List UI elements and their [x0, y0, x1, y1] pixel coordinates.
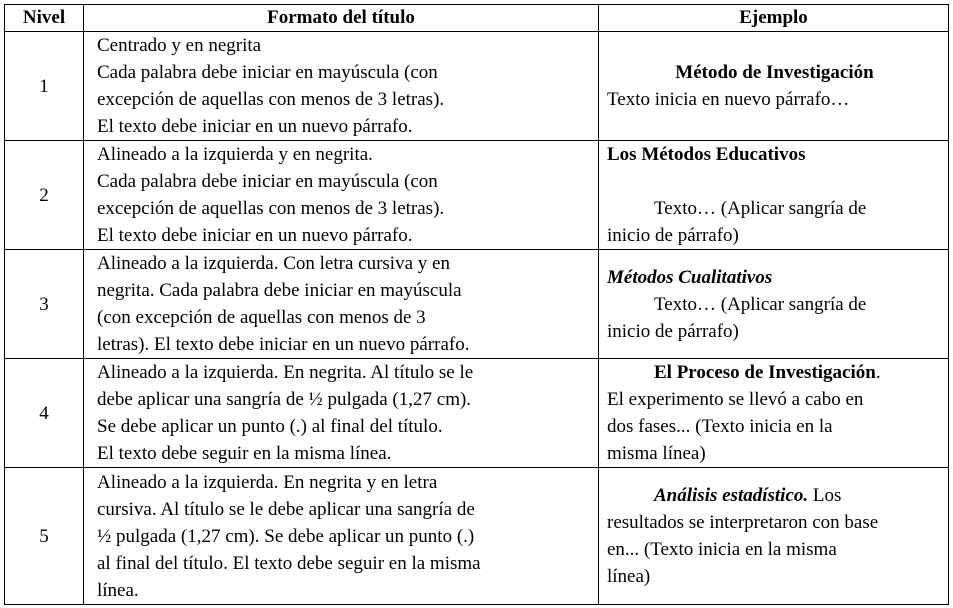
- format-cell: [84, 250, 599, 359]
- format-line: negrita. Cada palabra debe iniciar en mayúscula: [97, 280, 462, 301]
- example-text: inicio de párrafo): [607, 225, 739, 246]
- example-text: Texto inicia en nuevo párrafo…: [607, 89, 850, 110]
- example-text: resultados se interpretaron con base: [607, 512, 879, 533]
- format-line: Centrado y en negrita: [97, 35, 262, 56]
- format-cell: [84, 359, 599, 468]
- example-heading: Métodos Cualitativos: [607, 267, 773, 288]
- level-cell: 2: [5, 141, 84, 250]
- header-level: Nivel: [5, 5, 84, 32]
- format-cell: [84, 468, 599, 605]
- format-line: línea.: [97, 579, 139, 601]
- table-row: [5, 468, 949, 605]
- example-text: Texto… (Aplicar sangría de: [654, 198, 867, 219]
- example-heading-line: [607, 482, 942, 509]
- example-heading-rest: Los: [808, 485, 842, 506]
- example-cell: [599, 468, 949, 605]
- level-cell: 1: [5, 32, 84, 141]
- header-row: [5, 5, 949, 32]
- example-heading: Método de Investigación: [675, 62, 874, 83]
- format-line: excepción de aquellas con menos de 3 letras).: [97, 198, 445, 219]
- blank-line: [607, 168, 942, 195]
- level-cell: 5: [5, 468, 84, 605]
- example-cell: [599, 141, 949, 250]
- example-text: inicio de párrafo): [607, 321, 739, 342]
- example-cell: [599, 32, 949, 141]
- format-line: El texto debe iniciar en un nuevo párrafo.: [97, 116, 413, 137]
- format-line: Alineado a la izquierda. En negrita y en letra: [97, 471, 438, 493]
- example-text: El experimento se llevó a cabo en: [607, 389, 864, 410]
- example-text: en... (Texto inicia en la misma: [607, 539, 837, 560]
- header-format: Formato del título: [84, 5, 599, 32]
- format-line: Se debe aplicar un punto (.) al final del título.: [97, 416, 443, 437]
- format-line: letras). El texto debe iniciar en un nuevo párrafo.: [97, 334, 470, 355]
- format-line: Cada palabra debe iniciar en mayúscula (con: [97, 62, 438, 83]
- table-row: [5, 141, 949, 250]
- format-line: al final del título. El texto debe seguir en la misma: [97, 552, 481, 574]
- example-cell: [599, 250, 949, 359]
- format-line: Alineado a la izquierda. En negrita. Al título se le: [97, 362, 474, 383]
- table-row: [5, 32, 949, 141]
- level-cell: 3: [5, 250, 84, 359]
- example-text: Texto… (Aplicar sangría de: [654, 294, 867, 315]
- format-line: debe aplicar una sangría de ½ pulgada (1,27 cm).: [97, 389, 472, 410]
- example-heading: Los Métodos Educativos: [607, 144, 806, 165]
- heading-levels-table: [4, 4, 949, 605]
- format-line: El texto debe seguir en la misma línea.: [97, 443, 392, 464]
- example-text: misma línea): [607, 443, 706, 464]
- format-line: Alineado a la izquierda y en negrita.: [97, 144, 373, 165]
- example-heading-line: [607, 359, 942, 386]
- format-line: (con excepción de aquellas con menos de 3: [97, 307, 426, 328]
- format-cell: [84, 32, 599, 141]
- format-line: Cada palabra debe iniciar en mayúscula (con: [97, 171, 438, 192]
- format-line: cursiva. Al título se le debe aplicar una sangría de: [97, 498, 475, 520]
- example-cell: [599, 359, 949, 468]
- example-text: dos fases... (Texto inicia en la: [607, 416, 833, 437]
- format-line: ½ pulgada (1,27 cm). Se debe aplicar un punto (.): [97, 525, 475, 547]
- format-line: El texto debe iniciar en un nuevo párrafo.: [97, 225, 413, 246]
- example-heading: Análisis estadístico.: [654, 485, 809, 506]
- level-cell: 4: [5, 359, 84, 468]
- format-line: excepción de aquellas con menos de 3 letras).: [97, 89, 445, 110]
- example-text: línea): [607, 566, 651, 587]
- header-example: Ejemplo: [599, 5, 949, 32]
- table-row: [5, 250, 949, 359]
- example-heading-end: .: [875, 362, 881, 383]
- format-line: Alineado a la izquierda. Con letra cursiva y en: [97, 253, 450, 274]
- example-heading: El Proceso de Investigación: [654, 362, 876, 383]
- table-row: [5, 359, 949, 468]
- format-cell: [84, 141, 599, 250]
